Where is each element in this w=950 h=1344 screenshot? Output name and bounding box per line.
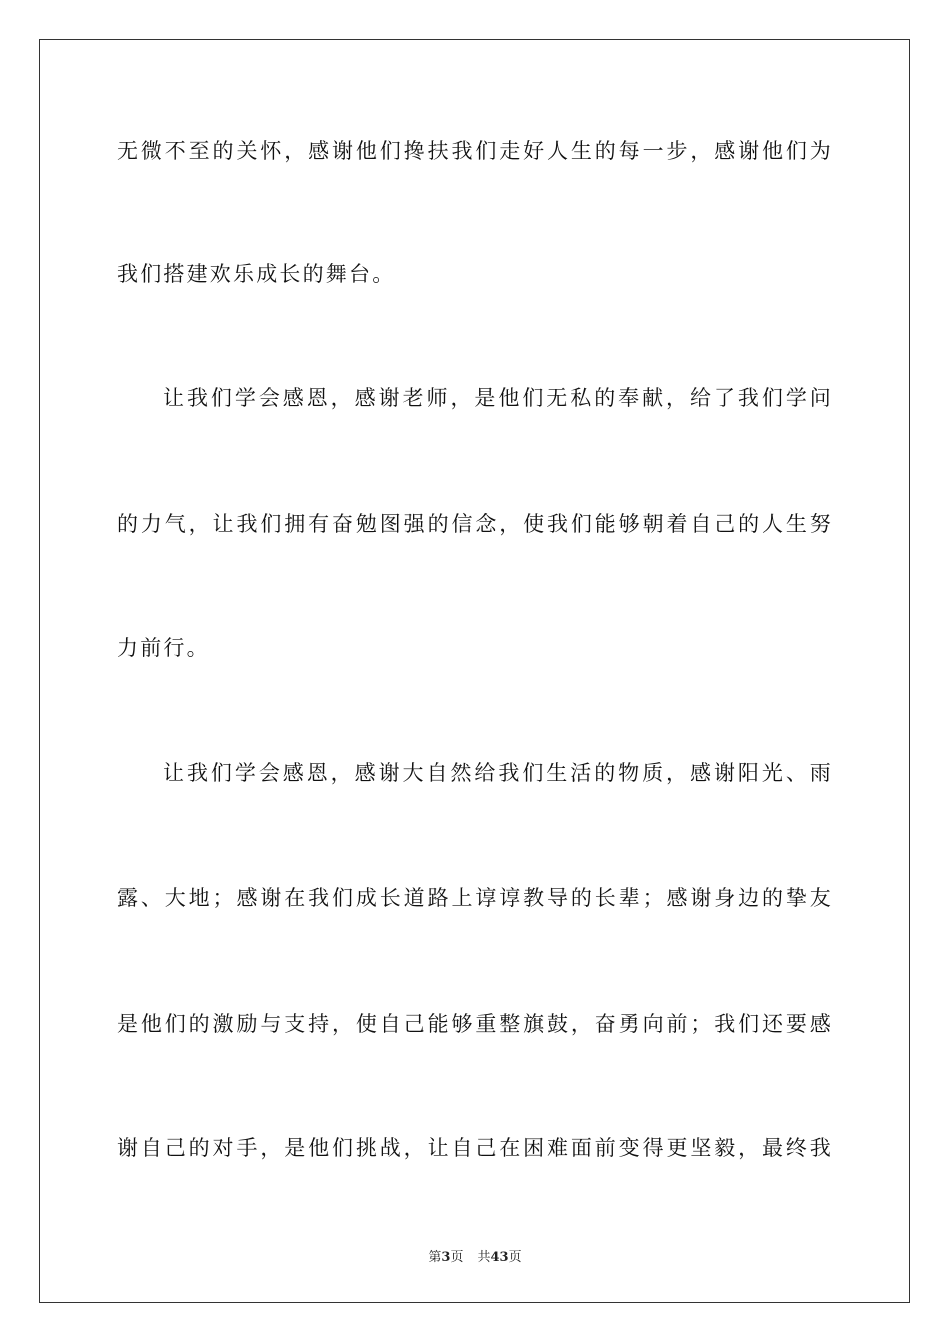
total-label-suffix: 页 xyxy=(508,1250,522,1265)
total-label-prefix: 共 xyxy=(477,1250,491,1265)
paragraph-line-5: 力前行。 xyxy=(117,636,210,660)
paragraph-line-4: 的力气，让我们拥有奋勉图强的信念，使我们能够朝着自己的人生努 xyxy=(117,512,833,536)
paragraph-line-7: 露、大地；感谢在我们成长道路上谆谆教导的长辈；感谢身边的挚友 xyxy=(117,886,833,910)
page-number: 3 xyxy=(441,1250,451,1265)
paragraph-line-9: 谢自己的对手，是他们挑战，让自己在困难面前变得更坚毅，最终我 xyxy=(117,1136,833,1160)
paragraph-line-6: 让我们学会感恩，感谢大自然给我们生活的物质，感谢阳光、雨 xyxy=(163,761,833,785)
page-label-prefix: 第 xyxy=(428,1250,442,1265)
page-frame xyxy=(39,39,910,1303)
total-pages: 43 xyxy=(490,1250,509,1265)
paragraph-line-1: 无微不至的关怀，感谢他们搀扶我们走好人生的每一步，感谢他们为 xyxy=(117,139,833,163)
paragraph-line-8: 是他们的激励与支持，使自己能够重整旗鼓，奋勇向前；我们还要感 xyxy=(117,1012,833,1036)
page-footer xyxy=(0,1246,950,1265)
paragraph-line-3: 让我们学会感恩，感谢老师，是他们无私的奉献，给了我们学问 xyxy=(163,386,833,410)
paragraph-line-2: 我们搭建欢乐成长的舞台。 xyxy=(117,262,396,286)
page-label-suffix: 页 xyxy=(450,1250,464,1265)
